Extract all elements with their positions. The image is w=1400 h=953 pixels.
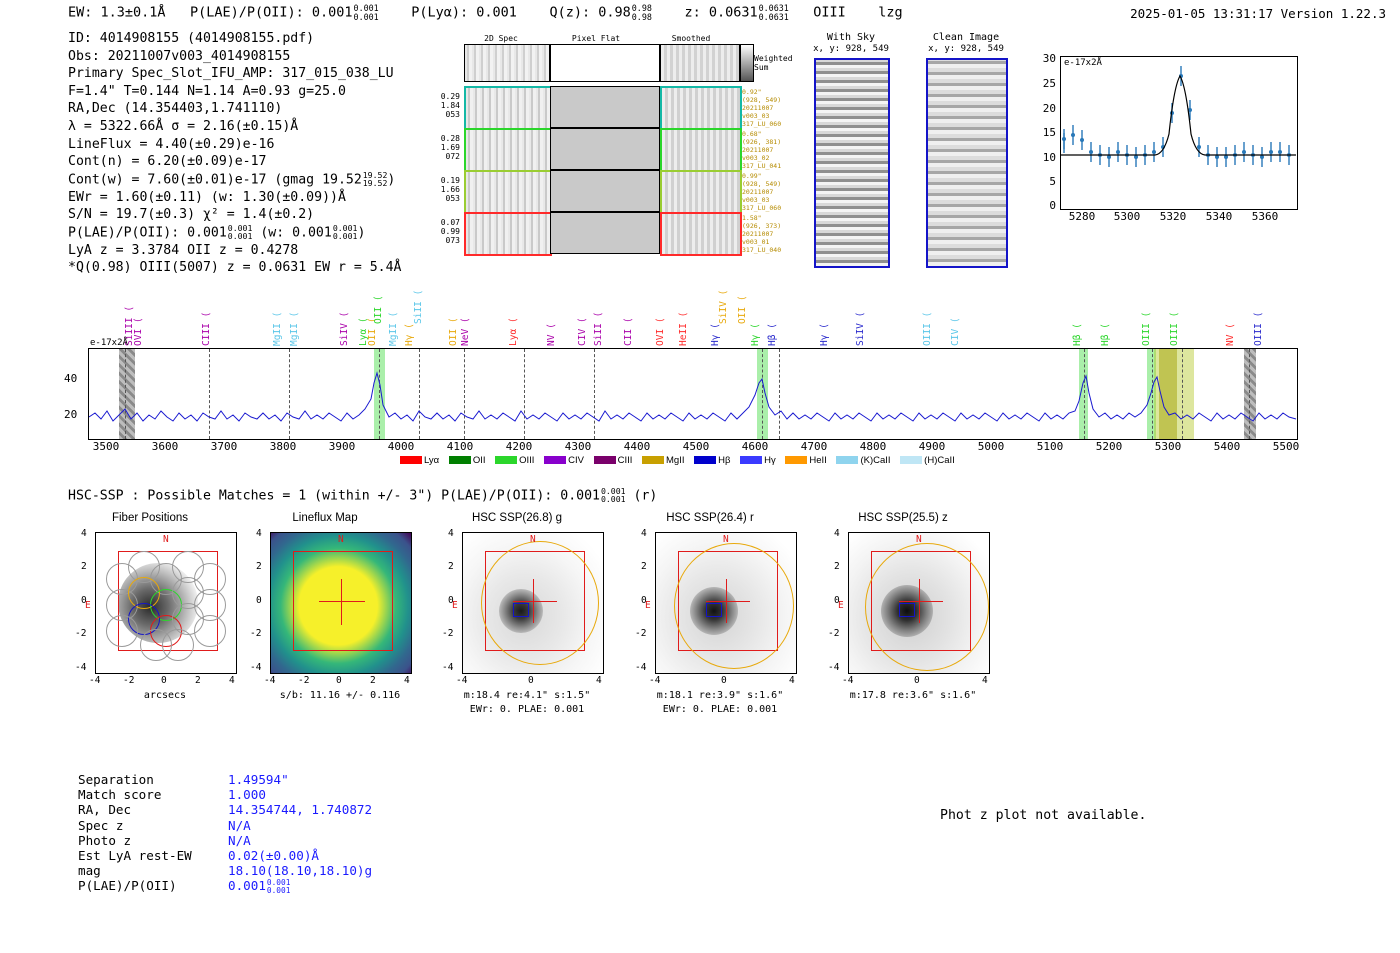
ytick: 25 <box>1042 77 1056 90</box>
line-label: CII ( <box>623 317 634 346</box>
line-label: SiIII ( <box>124 305 135 346</box>
panel-caption1: m:17.8 re:3.6" s:1.6" <box>849 690 977 701</box>
row-value: N/A <box>228 832 251 848</box>
line-label: Hγ ( <box>750 323 761 346</box>
weighted-sum-pixelflat <box>550 44 660 82</box>
panel-xlabel: arcsecs <box>143 690 187 701</box>
line-fit-plot <box>1034 52 1296 236</box>
line-label: NeV ( <box>460 317 471 346</box>
ytick: 10 <box>1042 151 1056 164</box>
row-scores: 0.29 1.84 053 <box>440 92 460 119</box>
legend-swatch <box>740 456 762 464</box>
row-value-range: 0.001 0.001 <box>266 877 291 895</box>
ytick: -2 <box>250 628 262 639</box>
line-label: SiIV ( <box>339 311 350 346</box>
compass-north: N <box>338 534 344 545</box>
line-label: OVI ( <box>655 317 666 346</box>
row-2dspec <box>464 170 552 214</box>
row-smoothed <box>660 128 742 172</box>
info-id: ID: 4014908155 (4014908155.pdf) <box>68 31 315 46</box>
full-spectrum-plot <box>88 348 1298 440</box>
cutout-subtitle: x, y: 928, 549 <box>928 44 1004 54</box>
table-row <box>78 878 372 894</box>
xtick: 5100 <box>1036 440 1064 453</box>
ytick: -4 <box>635 662 647 673</box>
ytick: 0 <box>834 595 840 606</box>
spec2d-title-smoothed: Smoothed <box>671 34 711 43</box>
line-label: Hβ ( <box>767 323 778 346</box>
panel-axes <box>848 532 990 674</box>
line-label: OIII ( <box>1253 311 1264 346</box>
line-label: SiIV ( <box>718 289 729 324</box>
legend-item: (K)CaII <box>836 455 890 466</box>
info-obs: Obs: 20211007v003_4014908155 <box>68 48 291 64</box>
legend-item: OII <box>449 455 486 466</box>
xtick: 5400 <box>1213 440 1241 453</box>
info-lineflux: LineFlux = 4.40(±0.29)e-16 <box>68 136 275 152</box>
spec2d-panel-group <box>440 34 793 254</box>
xtick: 4400 <box>623 440 651 453</box>
header-plae: P(LAE)/P(OII): 0.001 <box>189 4 353 21</box>
row-scores: 0.07 0.99 073 <box>440 218 460 245</box>
row-value: 18.10(18.10,18.10)g <box>228 863 373 879</box>
row-value: N/A <box>228 817 251 833</box>
line-label: MgII ( <box>289 311 300 346</box>
xtick: 4 <box>789 675 795 686</box>
panel-caption1: m:18.4 re:4.1" s:1.5" <box>463 690 591 701</box>
legend-item: CIII <box>594 455 633 466</box>
line-label: Hβ ( <box>1072 323 1083 346</box>
weighted-sum-2dspec <box>464 44 550 82</box>
ytick: 4 <box>448 528 454 539</box>
row-smoothed <box>660 170 742 214</box>
weighted-sum-label: Weighted Sum <box>754 54 793 72</box>
line-label: Hβ ( <box>1100 323 1111 346</box>
xtick: 3800 <box>269 440 297 453</box>
xtick: 2 <box>195 675 201 686</box>
legend-swatch <box>449 456 471 464</box>
line-label: OIII ( <box>1169 311 1180 346</box>
line-label: OVI ( <box>133 317 144 346</box>
ytick: 0 <box>448 595 454 606</box>
line-label: MgII ( <box>272 311 283 346</box>
panel-title: HSC SSP(26.4) r <box>666 512 754 524</box>
info-seeing: F=1.4" T=0.144 N=1.14 A=0.93 g=25.0 <box>68 83 346 99</box>
xtick: -4 <box>456 675 468 686</box>
compass-east: E <box>838 600 844 611</box>
xtick: 4300 <box>564 440 592 453</box>
xtick: 4500 <box>682 440 710 453</box>
row-value: 0.001 <box>228 878 266 894</box>
legend-swatch <box>495 456 517 464</box>
fiber <box>162 629 194 661</box>
header-plya: P(Lyα): 0.001 <box>411 4 517 21</box>
info-slot: Primary Spec_Slot_IFU_AMP: 317_015_038_LU <box>68 66 394 82</box>
row-value: 14.354744, 1.740872 <box>228 802 373 818</box>
line-label: SiII ( <box>593 311 604 346</box>
xtick: 5000 <box>977 440 1005 453</box>
row-key: mag <box>78 863 101 879</box>
row-key: Separation <box>78 772 154 787</box>
xtick: 5300 <box>1154 440 1182 453</box>
legend-item: OIII <box>495 455 534 466</box>
xtick: 4 <box>982 675 988 686</box>
info-wavelength: λ = 5322.66Å σ = 2.16(±0.15)Å <box>68 118 299 134</box>
row-pixelflat <box>550 128 660 170</box>
compass-north: N <box>723 534 729 545</box>
row-value: 0.02(±0.00)Å <box>228 848 319 864</box>
timestamp-version: 2025-01-05 13:31:17 Version 1.22.3 <box>1130 6 1386 21</box>
compass-east: E <box>85 600 91 611</box>
line-label: Hγ ( <box>819 323 830 346</box>
header-flag: lzg <box>878 4 903 21</box>
header-z: z: 0.0631 <box>684 4 758 21</box>
xtick: -2 <box>123 675 135 686</box>
panel-caption2: EWr: 0. PLAE: 0.001 <box>662 704 778 715</box>
ytick: 0 <box>1049 199 1056 212</box>
line-label: HeII ( <box>678 311 689 346</box>
info-z-candidates: LyA z = 3.3784 OII z = 0.4278 <box>68 242 299 258</box>
table-row <box>78 818 372 833</box>
xtick: 3700 <box>210 440 238 453</box>
cutout-clean-image <box>916 32 1016 254</box>
info-plae-range: 0.001 0.001 <box>227 222 253 242</box>
row-pixelflat <box>550 212 660 254</box>
xtick: 4800 <box>859 440 887 453</box>
info-cont-n: Cont(n) = 6.20(±0.09)e-17 <box>68 154 267 170</box>
table-row <box>78 848 372 863</box>
fiber <box>106 615 138 647</box>
row-scores: 0.19 1.66 053 <box>440 176 460 203</box>
info-plae-w-range: 0.001 0.001 <box>332 222 358 242</box>
spec2d-title-2dspec: 2D Spec <box>484 34 518 43</box>
header-qz-range: 0.98 0.98 <box>631 3 652 22</box>
panel-axes <box>270 532 412 674</box>
panel-axes <box>95 532 237 674</box>
row-2dspec <box>464 128 552 172</box>
legend-swatch <box>694 456 716 464</box>
panel-caption: s/b: 11.16 +/- 0.116 <box>279 690 401 701</box>
cutout-with-sky <box>806 32 896 254</box>
row-key: Photo z <box>78 832 132 848</box>
photoz-unavailable-note: Phot z plot not available. <box>940 808 1147 823</box>
cutout-title: Clean Image <box>932 32 1000 43</box>
panel-axes <box>462 532 604 674</box>
ytick: -4 <box>75 662 87 673</box>
ytick: -4 <box>828 662 840 673</box>
ytick: -2 <box>442 628 454 639</box>
gmag-range: 19.52 19.52 <box>362 169 388 189</box>
xtick: 0 <box>528 675 534 686</box>
ytick: -2 <box>75 628 87 639</box>
line-label: NV ( <box>1225 323 1236 346</box>
xtick: 4600 <box>741 440 769 453</box>
xtick: 0 <box>721 675 727 686</box>
xtick: -4 <box>842 675 854 686</box>
spectrum-ytick: 40 <box>64 372 78 385</box>
panel-fiber-positions <box>55 512 245 722</box>
ytick: 2 <box>834 561 840 572</box>
panel-title: Lineflux Map <box>292 512 358 524</box>
panel-lineflux-map <box>230 512 420 722</box>
xtick: 5500 <box>1272 440 1300 453</box>
row-smoothed <box>660 86 742 130</box>
spectrum-ylabel: e-17x2Å <box>90 338 128 348</box>
spectrum-trace <box>89 349 1297 439</box>
weighted-sum-smoothed <box>660 44 740 82</box>
xtick: 4 <box>229 675 235 686</box>
xtick: -4 <box>89 675 101 686</box>
legend-item: (H)CaII <box>900 455 955 466</box>
row-key: Est LyA rest-EW <box>78 848 192 864</box>
panel-axes <box>655 532 797 674</box>
ytick: 0 <box>641 595 647 606</box>
compass-north: N <box>530 534 536 545</box>
table-row <box>78 833 372 848</box>
line-label: Lyα ( <box>358 317 369 346</box>
row-2dspec <box>464 86 552 130</box>
xtick: 5200 <box>1095 440 1123 453</box>
line-label: OIII ( <box>922 311 933 346</box>
header-z-range: 0.0631 0.0631 <box>758 3 789 22</box>
ytick: 2 <box>256 561 262 572</box>
ytick: -2 <box>828 628 840 639</box>
spectrum-ytick: 20 <box>64 408 78 421</box>
spectrum-legend <box>400 455 962 466</box>
row-key: Match score <box>78 787 162 803</box>
line-label: OII ( <box>373 295 384 324</box>
ytick: 2 <box>448 561 454 572</box>
header-line-id: OIII <box>813 4 846 21</box>
legend-swatch <box>544 456 566 464</box>
legend-item: HeII <box>785 455 826 466</box>
cutout-image <box>926 58 1008 268</box>
ytick: -4 <box>250 662 262 673</box>
line-label: Lyα ( <box>508 317 519 346</box>
legend-item: Lyα <box>400 455 439 466</box>
header-plae-range: 0.001 0.001 <box>353 3 379 22</box>
cutout-image <box>814 58 890 268</box>
line-label: SiII ( <box>413 289 424 324</box>
xtick: 3500 <box>92 440 120 453</box>
xtick: -2 <box>298 675 310 686</box>
xtick: 5280 <box>1068 210 1096 223</box>
xtick: 3900 <box>328 440 356 453</box>
row-meta: 0.68" (926, 381) 20211007 v003_02 317_LU_041 <box>742 130 782 170</box>
aperture-ellipse <box>674 543 794 669</box>
row-value: 1.000 <box>228 787 266 803</box>
ytick: -4 <box>442 662 454 673</box>
panel-title: HSC SSP(25.5) z <box>858 512 948 524</box>
spectrum-line-labels <box>88 276 1296 346</box>
aperture-ellipse <box>481 541 599 665</box>
row-key: P(LAE)/P(OII) <box>78 878 177 894</box>
spec2d-title-pixelflat: Pixel Flat <box>571 34 621 43</box>
compass-north: N <box>916 534 922 545</box>
xtick: 4 <box>596 675 602 686</box>
xtick: 4100 <box>446 440 474 453</box>
line-label: CIII ( <box>201 311 212 346</box>
legend-item: Hβ <box>694 455 730 466</box>
row-key: RA, Dec <box>78 802 132 818</box>
weighted-sum-colorbar <box>740 44 754 82</box>
row-scores: 0.28 1.69 072 <box>440 134 460 161</box>
ytick: 5 <box>1049 175 1056 188</box>
line-label: CIV ( <box>950 317 961 346</box>
legend-item: CIV <box>544 455 584 466</box>
ytick: 0 <box>256 595 262 606</box>
panel-title: Fiber Positions <box>111 512 189 524</box>
line-fit-data <box>1060 56 1296 208</box>
xtick: 4000 <box>387 440 415 453</box>
ytick: 2 <box>81 561 87 572</box>
line-label: OII ( <box>448 317 459 346</box>
info-best-solution: *Q(0.98) OIII(5007) z = 0.0631 EW r = 5.4Å <box>68 260 402 276</box>
info-sn-chi2: S/N = 19.7(±0.3) χ² = 1.4(±0.2) <box>68 207 315 223</box>
row-value: 1.49594" <box>228 772 289 787</box>
table-row <box>78 772 372 787</box>
xtick: 4 <box>404 675 410 686</box>
row-2dspec <box>464 212 552 256</box>
info-radec: RA,Dec (14.354403,1.741110) <box>68 101 283 117</box>
crosshair-v <box>341 579 342 625</box>
panel-caption1: m:18.1 re:3.9" s:1.6" <box>656 690 784 701</box>
row-meta: 0.92" (928, 549) 20211007 v003_03 317_LU_060 <box>742 88 782 128</box>
xtick: 4700 <box>800 440 828 453</box>
row-meta: 1.58" (926, 373) 20211007 v003_01 317_LU_040 <box>742 214 782 254</box>
fiber <box>194 615 226 647</box>
ytick: 4 <box>81 528 87 539</box>
hsc-match-header: HSC-SSP : Possible Matches = 1 (within +/- 3") P(LAE)/P(OII): 0.0010.001 0.001 (r) <box>68 486 658 505</box>
compass-north: N <box>163 534 169 545</box>
xtick: -4 <box>264 675 276 686</box>
info-cont-w: Cont(w) = 7.60(±0.01)e-17 (gmag 19.5219.52 19.52) <box>68 169 396 189</box>
panel-hsc-z <box>808 512 998 734</box>
panel-caption2: EWr: 0. PLAE: 0.001 <box>469 704 585 715</box>
legend-swatch <box>900 456 922 464</box>
xtick: 0 <box>336 675 342 686</box>
info-plae: P(LAE)/P(OII): 0.0010.001 0.001 (w: 0.0010.001 0.001) <box>68 222 366 242</box>
row-smoothed <box>660 212 742 256</box>
line-label: OII ( <box>367 317 378 346</box>
ytick: 4 <box>256 528 262 539</box>
row-key: Spec z <box>78 817 124 833</box>
ytick: 15 <box>1042 126 1056 139</box>
ytick: 2 <box>641 561 647 572</box>
legend-swatch <box>785 456 807 464</box>
hsc-plae-range: 0.001 0.001 <box>600 486 626 505</box>
line-label: CIV ( <box>577 317 588 346</box>
cutout-subtitle: x, y: 928, 549 <box>813 44 889 54</box>
row-meta: 0.99" (928, 549) 20211007 v003_03 317_LU_060 <box>742 172 782 212</box>
legend-swatch <box>594 456 616 464</box>
match-detail-table <box>78 772 372 895</box>
legend-swatch <box>642 456 664 464</box>
spectrum-x-axis <box>88 440 1300 456</box>
xtick: 4900 <box>918 440 946 453</box>
legend-item: MgII <box>642 455 684 466</box>
legend-item: Hγ <box>740 455 776 466</box>
header-summary-line <box>68 4 903 21</box>
ytick: -2 <box>635 628 647 639</box>
ytick: 4 <box>834 528 840 539</box>
line-label: Hγ ( <box>404 323 415 346</box>
cutout-title: With Sky <box>826 32 876 43</box>
row-pixelflat <box>550 86 660 128</box>
header-ew: EW: 1.3±0.1Å <box>68 4 166 21</box>
xtick: 2 <box>370 675 376 686</box>
line-label: NV ( <box>546 323 557 346</box>
line-label: SiIV ( <box>855 311 866 346</box>
line-label: Hγ ( <box>710 323 721 346</box>
line-label: OII ( <box>737 295 748 324</box>
xtick: 5340 <box>1205 210 1233 223</box>
table-row <box>78 802 372 817</box>
detection-info-block <box>68 30 401 277</box>
line-label: OIII ( <box>1141 311 1152 346</box>
ytick: 20 <box>1042 102 1056 115</box>
header-qz: Q(z): 0.98 <box>549 4 631 21</box>
ytick: 4 <box>641 528 647 539</box>
panel-hsc-r <box>615 512 805 734</box>
table-row <box>78 787 372 802</box>
xtick: 5300 <box>1113 210 1141 223</box>
xtick: 0 <box>161 675 167 686</box>
info-ewr: EWr = 1.60(±0.11) (w: 1.30(±0.09))Å <box>68 189 346 205</box>
panel-title: HSC SSP(26.8) g <box>471 512 563 524</box>
xtick: 0 <box>914 675 920 686</box>
aperture-ellipse <box>865 543 989 671</box>
line-label: MgII ( <box>388 311 399 346</box>
line-fit-ylabel: e-17x2Å <box>1064 58 1102 68</box>
legend-swatch <box>400 456 422 464</box>
xtick: -4 <box>649 675 661 686</box>
ytick: 0 <box>81 595 87 606</box>
xtick: 4200 <box>505 440 533 453</box>
xtick: 5320 <box>1159 210 1187 223</box>
legend-swatch <box>836 456 858 464</box>
xtick: 3600 <box>151 440 179 453</box>
compass-east: E <box>452 600 458 611</box>
compass-east: E <box>645 600 651 611</box>
table-row <box>78 863 372 878</box>
xtick: 5360 <box>1251 210 1279 223</box>
ytick: 30 <box>1042 52 1056 65</box>
row-pixelflat <box>550 170 660 212</box>
panel-hsc-g <box>422 512 612 734</box>
